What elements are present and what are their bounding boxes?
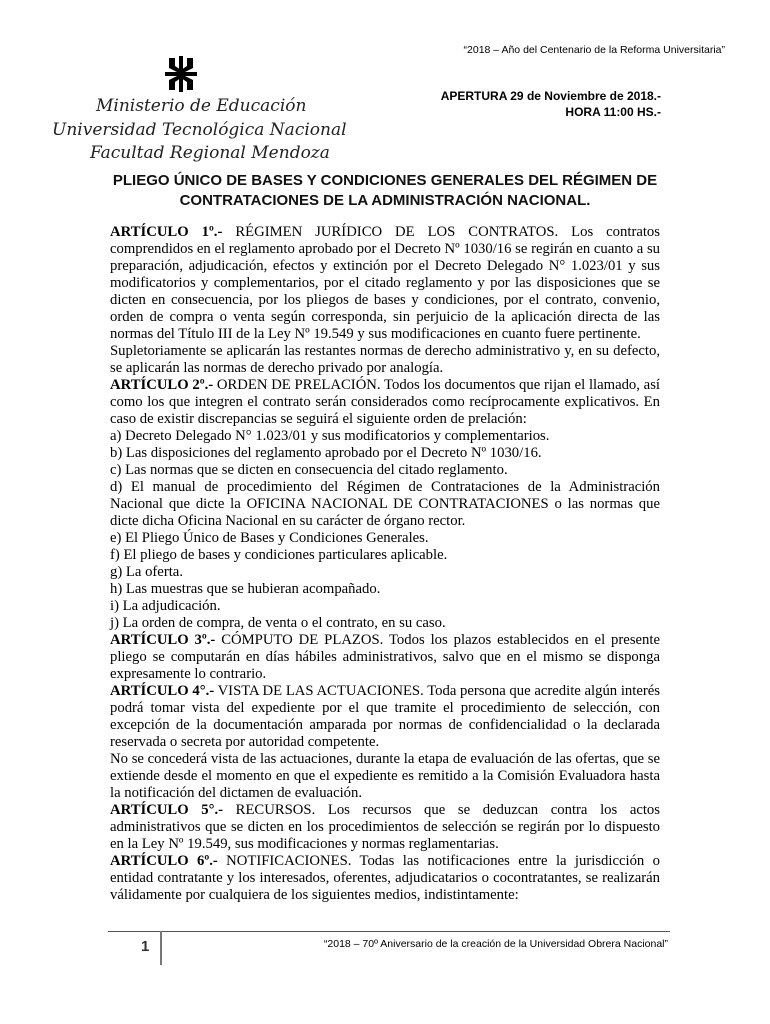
- title-line-2: CONTRATACIONES DE LA ADMINISTRACIÓN NACIONAL.: [179, 192, 591, 209]
- article-2-item-g: g) La oferta.: [110, 564, 183, 580]
- article-3-label: ARTÍCULO 3º.-: [110, 632, 216, 648]
- article-2-item-i: i) La adjudicación.: [110, 598, 221, 614]
- apertura-date: APERTURA 29 de Noviembre de 2018.-: [440, 89, 661, 103]
- article-1-paragraph-2: Supletoriamente se aplicarán las restantes normas de derecho administrativo y, en su defecto, se aplicarán las normas de derecho privado por analogía.: [110, 343, 660, 376]
- article-6-label: ARTÍCULO 6º.-: [110, 853, 218, 869]
- article-2-item-j: j) La orden de compra, de venta o el contrato, en su caso.: [110, 615, 446, 631]
- article-2-item-f: f) El pliego de bases y condiciones particulares aplicable.: [110, 547, 448, 563]
- title-line-1: PLIEGO ÚNICO DE BASES Y CONDICIONES GENERALES DEL RÉGIMEN DE: [112, 172, 658, 189]
- article-4: [110, 683, 660, 751]
- page-number: 1: [141, 938, 150, 955]
- article-1-label: ARTÍCULO 1º.-: [110, 224, 223, 240]
- article-2-item-b: b) Las disposiciones del reglamento aprobado por el Decreto Nº 1030/16.: [110, 445, 542, 461]
- article-4-paragraph-2: No se concederá vista de las actuaciones, durante la etapa de evaluación de las ofertas, que se extiende desde el momento en que el expediente es remitido a la Comisión Evaluadora hasta la notificación del dictamen de evaluación.: [110, 751, 660, 801]
- article-3: [110, 632, 660, 683]
- institution-faculty: Facultad Regional Mendoza: [90, 143, 330, 163]
- footer-motto: “2018 – 70º Aniversario de la creación de la Universidad Obrera Nacional”: [323, 938, 668, 950]
- article-5-text: RECURSOS. Los recursos que se deduzcan contra los actos administrativos que se dicten en los procedimientos de selección se regirán por lo dispuesto en la Ley Nº 19.549, sus modificaciones y normas reglamentarias.: [110, 802, 660, 852]
- article-5-label: ARTÍCULO 5°.-: [110, 802, 224, 818]
- apertura-block: [380, 88, 661, 120]
- article-2-item-h: h) Las muestras que se hubieran acompañado.: [110, 581, 381, 597]
- footer-divider: [108, 931, 670, 932]
- article-4-text: VISTA DE LAS ACTUACIONES. Toda persona que acredite algún interés podrá tomar vista del expediente por el que tramite el procedimiento de selección, con excepción de la documentación amparada por normas de confidencialidad o la declarada reservada o secreta por autoridad competente.: [110, 683, 660, 750]
- article-1: [110, 224, 660, 343]
- article-2-item-e: e) El Pliego Único de Bases y Condiciones Generales.: [110, 530, 429, 546]
- institution-university: Universidad Tecnológica Nacional: [52, 120, 347, 140]
- institution-ministry: Ministerio de Educación: [96, 96, 307, 116]
- article-3-text: CÓMPUTO DE PLAZOS. Todos los plazos establecidos en el presente pliego se computarán en días hábiles administrativos, salvo que en el mismo se disponga expresamente lo contrario.: [110, 632, 660, 682]
- footer-vertical-divider: [160, 931, 162, 965]
- apertura-time: HORA 11:00 HS.-: [565, 105, 661, 119]
- article-2-item-d: d) El manual de procedimiento del Régimen de Contrataciones de la Administración Nacional que dicte la OFICINA NACIONAL DE CONTRATACIONES o las normas que dicte dicha Oficina Nacional en su carácter de órgano rector.: [110, 479, 660, 529]
- article-4-label: ARTÍCULO 4°.-: [110, 683, 215, 699]
- document-body: [110, 224, 660, 904]
- article-2: [110, 377, 660, 428]
- document-title: [100, 171, 670, 211]
- article-2-label: ARTÍCULO 2º.-: [110, 377, 214, 393]
- article-2-item-c: c) Las normas que se dicten en consecuencia del citado reglamento.: [110, 462, 508, 478]
- utn-logo-icon: [165, 56, 197, 92]
- article-6: [110, 853, 660, 904]
- article-2-text: ORDEN DE PRELACIÓN. Todos los documentos que rijan el llamado, así como los que integren el contrato serán considerados como recíprocamente explicativos. En caso de existir discrepancias se seguirá el siguiente orden de prelación:: [110, 377, 660, 427]
- article-2-item-a: a) Decreto Delegado N° 1.023/01 y sus modificatorios y complementarios.: [110, 428, 550, 444]
- article-1-text: RÉGIMEN JURÍDICO DE LOS CONTRATOS. Los contratos comprendidos en el reglamento aprobado por el Decreto Nº 1030/16 se regirán en cuanto a su preparación, adjudicación, efectos y extinción por el Decreto Delegado N° 1.023/01 y sus modificatorios y complementarios, por el citado reglamento y por las disposiciones que se dicten en consecuencia, por los pliegos de bases y condiciones, por el contrato, convenio, orden de compra o venta según corresponda, sin perjuicio de la aplicación directa de las normas del Título III de la Ley Nº 19.549 y sus modificaciones en cuanto fuere pertinente.: [110, 224, 660, 342]
- article-6-text: NOTIFICACIONES. Todas las notificaciones entre la jurisdicción o entidad contratante y los interesados, oferentes, adjudicatarios o cocontratantes, se realizarán válidamente por cualquiera de los siguientes medios, indistintamente:: [110, 853, 660, 903]
- header-motto: “2018 – Año del Centenario de la Reforma Universitaria”: [463, 44, 725, 56]
- article-5: [110, 802, 660, 853]
